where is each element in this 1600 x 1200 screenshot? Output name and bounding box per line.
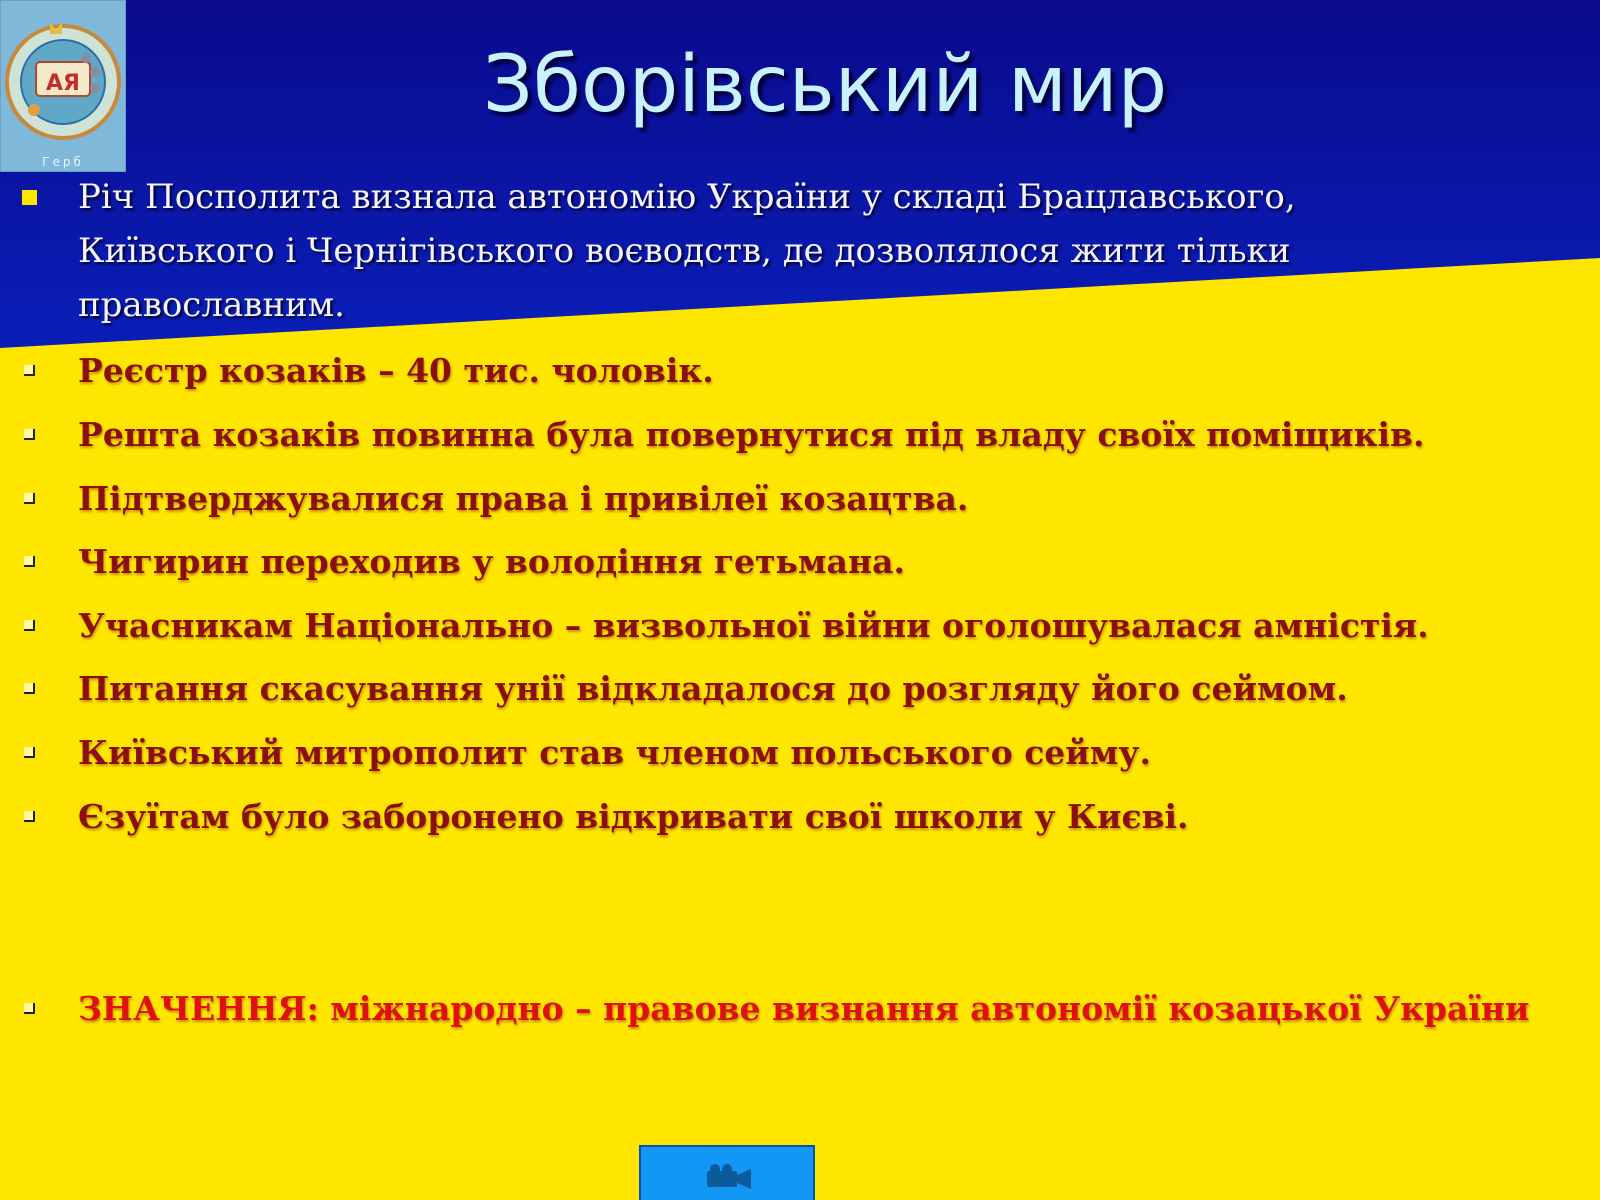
- hollow-square-bullet-icon: [24, 747, 35, 758]
- emblem-caption: Герб: [42, 155, 84, 169]
- hollow-square-bullet-icon: [24, 620, 35, 631]
- square-bullet-icon: [22, 190, 37, 205]
- slide-title: Зборівський мир: [482, 40, 1168, 130]
- bullet-text: Київський митрополит став членом польського сейму.: [78, 733, 1152, 772]
- bullet-text: Питання скасування унії відкладалося до розгляду його сеймом.: [78, 669, 1348, 708]
- bullet-line: православним.: [78, 285, 345, 325]
- hollow-square-bullet-icon: [24, 556, 35, 567]
- movie-action-button[interactable]: [639, 1145, 815, 1200]
- bullet-text: Реєстр козаків – 40 тис. чоловік.: [78, 351, 714, 390]
- bullet-text: Учасникам Національно – визвольної війни оголошувалася амністія.: [78, 606, 1429, 645]
- hollow-square-bullet-icon: [24, 493, 35, 504]
- emblem-letters: АЯ: [46, 71, 80, 96]
- movie-camera-icon: [703, 1163, 755, 1191]
- hollow-square-bullet-icon: [24, 811, 35, 822]
- hollow-square-bullet-icon: [24, 1003, 35, 1014]
- bullet-line: Київського і Чернігівського воєводств, де дозволялося жити тільки: [78, 231, 1291, 271]
- hollow-square-bullet-icon: [24, 683, 35, 694]
- school-emblem: [0, 0, 126, 172]
- significance-text: ЗНАЧЕННЯ: міжнародно – правове визнання автономії козацької України: [78, 989, 1530, 1028]
- hollow-square-bullet-icon: [24, 429, 35, 440]
- bullet-text: Єзуїтам було заборонено відкривати свої школи у Києві.: [78, 797, 1189, 836]
- hollow-square-bullet-icon: [24, 365, 35, 376]
- bullet-text: Підтверджувалися права і привілеї козацтва.: [78, 479, 969, 518]
- bullet-text: Решта козаків повинна була повернутися під владу своїх поміщиків.: [78, 415, 1425, 454]
- bullet-text: Чигирин переходив у володіння гетьмана.: [78, 542, 905, 581]
- bullet-line: Річ Посполита визнала автономію України у складі Брацлавського,: [78, 177, 1296, 217]
